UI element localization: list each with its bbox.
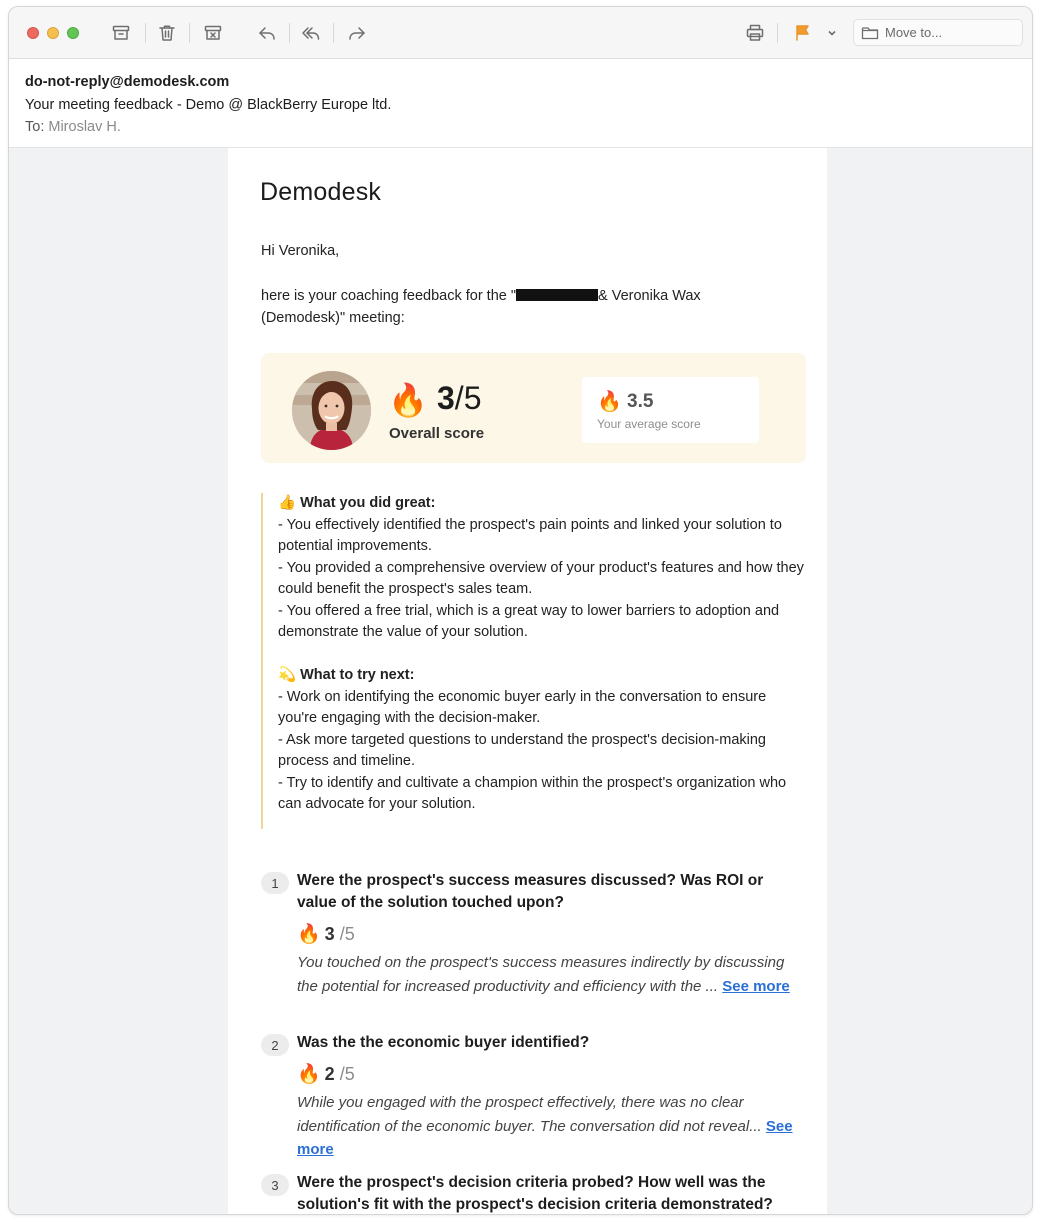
question-title: Were the prospect's success measures discussed? Was ROI or value of the solution touched upon? <box>297 872 764 911</box>
fire-icon: 🔥 <box>597 391 622 413</box>
demodesk-logo: Demodesk <box>260 178 382 206</box>
next-item: - Work on identifying the economic buyer early in the conversation to ensure you're engaging with the decision-maker. <box>278 688 767 726</box>
average-score-box <box>582 377 759 443</box>
reply-all-icon[interactable] <box>299 21 323 45</box>
intro-text: here is your coaching feedback for the " & Veronika Wax (Demodesk)" meeting: <box>261 288 701 326</box>
average-score-value: 3.5 <box>627 391 654 412</box>
greeting: Hi Veronika, <box>261 243 340 259</box>
question-number: 2 <box>261 1034 289 1056</box>
recipient-line <box>25 116 1032 138</box>
great-heading: 👍 What you did great: <box>278 495 436 511</box>
score-card <box>261 353 806 463</box>
move-to-label: Move to... <box>885 25 943 40</box>
minimize-window-button[interactable] <box>47 27 59 39</box>
next-heading: 💫 What to try next: <box>278 667 415 683</box>
fire-icon: 🔥 <box>388 382 428 418</box>
avatar <box>292 371 371 450</box>
close-window-button[interactable] <box>27 27 39 39</box>
to-label: To: <box>25 119 45 135</box>
question-number: 1 <box>261 872 289 894</box>
see-more-link[interactable]: See more <box>722 977 790 995</box>
question-summary: You touched on the prospect's success measures indirectly by discussing the potential for increased productivity and efficiency with the ... See more <box>297 954 790 995</box>
fire-icon: 🔥 <box>297 1064 321 1085</box>
message-subject: Your meeting feedback - Demo @ BlackBerry Europe ltd. <box>25 97 392 113</box>
next-item: - Try to identify and cultivate a champion within the prospect's organization who can advocate for your solution. <box>278 774 787 812</box>
archive-icon[interactable] <box>109 21 133 45</box>
forward-icon[interactable] <box>345 21 369 45</box>
flag-icon[interactable] <box>791 21 815 45</box>
great-item: - You effectively identified the prospect's pain points and linked your solution to potential improvements. <box>278 516 782 554</box>
print-icon[interactable] <box>743 21 767 45</box>
reply-icon[interactable] <box>255 21 279 45</box>
great-item: - You offered a free trial, which is a great way to lower barriers to adoption and demonstrate the value of your solution. <box>278 602 780 640</box>
toolbar <box>9 7 1032 59</box>
great-item: - You provided a comprehensive overview of your product's features and how they could benefit the prospect's sales team. <box>278 559 804 597</box>
overall-score-label: Overall score <box>389 425 485 442</box>
question-title: Were the prospect's decision criteria probed? How well was the solution's fit with the prospect's decision criteria demonstrated? <box>297 1174 773 1213</box>
message-header <box>9 59 1032 148</box>
question-score: 🔥 3 /5 <box>297 924 355 945</box>
fire-icon: 🔥 <box>297 924 321 945</box>
junk-icon[interactable] <box>201 21 225 45</box>
question-number: 3 <box>261 1174 289 1196</box>
sender-address: do-not-reply@demodesk.com <box>25 74 230 90</box>
question-summary: While you engaged with the prospect effectively, there was no clear identification of the economic buyer. The conversation did not reveal... See more <box>297 1094 793 1158</box>
zoom-window-button[interactable] <box>67 27 79 39</box>
move-to-button[interactable] <box>853 19 1023 46</box>
chevron-down-icon[interactable] <box>823 21 841 45</box>
question-score: 🔥 2 /5 <box>297 1064 355 1085</box>
folder-icon <box>861 25 879 41</box>
overall-score: 3/5 <box>437 380 482 416</box>
email-body <box>228 148 827 1215</box>
average-score-label: Your average score <box>597 417 701 431</box>
recipient-name[interactable]: Miroslav H. <box>48 119 121 135</box>
next-item: - Ask more targeted questions to understand the prospect's decision-making process and timeline. <box>278 731 766 769</box>
feedback-block <box>261 493 806 829</box>
trash-icon[interactable] <box>155 21 179 45</box>
see-more-link[interactable]: See more <box>297 1117 793 1158</box>
redaction-bar <box>516 289 598 301</box>
question-title: Was the the economic buyer identified? <box>297 1034 590 1051</box>
mail-window <box>8 6 1033 1215</box>
